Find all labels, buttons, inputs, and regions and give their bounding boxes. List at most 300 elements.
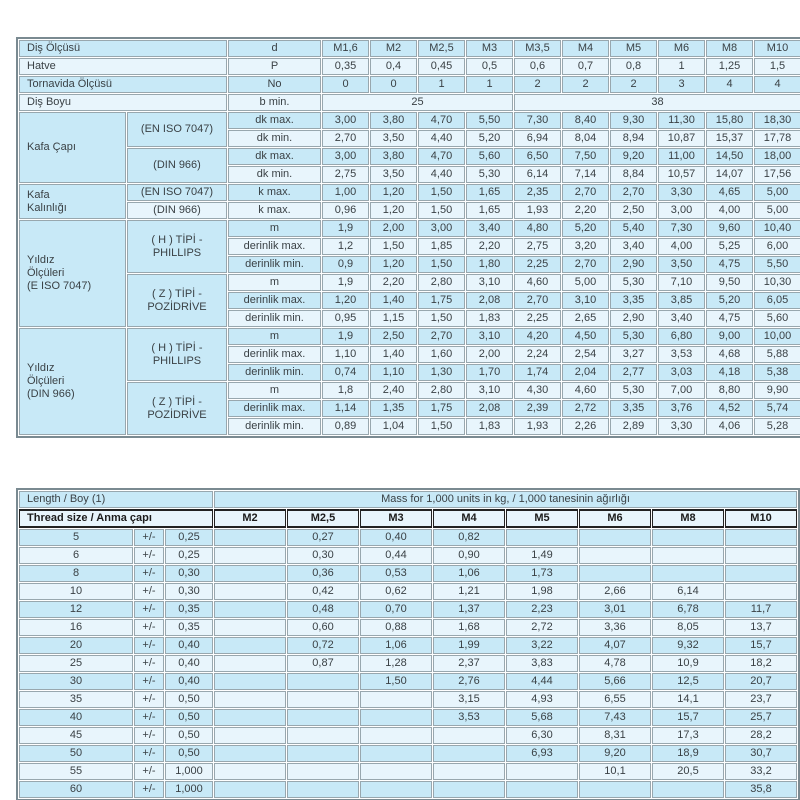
value-cell: 7,00: [658, 382, 705, 399]
mass-value-cell: [360, 781, 432, 798]
column-header: M6: [658, 40, 705, 57]
value-cell: 0: [370, 76, 417, 93]
value-cell: 1,50: [418, 310, 465, 327]
mass-value-cell: 1,50: [360, 673, 432, 690]
mass-value-cell: 0,42: [287, 583, 359, 600]
mass-value-cell: 12,5: [652, 673, 724, 690]
value-cell: 9,00: [706, 328, 753, 345]
table-row: [19, 709, 797, 726]
row-label: Kafa Kalınlığı: [19, 184, 126, 219]
tolerance-cell: 1,000: [165, 781, 213, 798]
mass-value-cell: 0,70: [360, 601, 432, 618]
value-cell: 2,70: [418, 328, 465, 345]
value-cell: 0,89: [322, 418, 369, 435]
mass-value-cell: [725, 547, 797, 564]
tolerance-cell: 0,50: [165, 727, 213, 744]
table-row: [19, 58, 800, 75]
value-cell: 0,5: [466, 58, 513, 75]
mass-value-cell: [214, 691, 286, 708]
plus-minus-cell: +/-: [134, 691, 164, 708]
mass-value-cell: 1,99: [433, 637, 505, 654]
value-cell: 5,30: [466, 166, 513, 183]
mass-value-cell: 3,22: [506, 637, 578, 654]
mass-value-cell: [214, 619, 286, 636]
value-cell: 2: [562, 76, 609, 93]
mass-value-cell: 3,53: [433, 709, 505, 726]
tolerance-cell: 0,40: [165, 673, 213, 690]
mass-value-cell: 25,7: [725, 709, 797, 726]
table-row: [19, 637, 797, 654]
value-cell: 2,70: [562, 184, 609, 201]
size-cell: 45: [19, 727, 133, 744]
mass-value-cell: [287, 727, 359, 744]
column-header: M3,5: [514, 40, 561, 57]
table-row: [19, 655, 797, 672]
mass-value-cell: [214, 547, 286, 564]
mass-value-cell: 6,30: [506, 727, 578, 744]
value-cell: 2,04: [562, 364, 609, 381]
mass-value-cell: 13,7: [725, 619, 797, 636]
mass-value-cell: [287, 709, 359, 726]
value-cell: 4: [706, 76, 753, 93]
value-cell: 0,8: [610, 58, 657, 75]
tolerance-cell: 0,35: [165, 619, 213, 636]
value-cell: 1,85: [418, 238, 465, 255]
value-cell: 3,50: [658, 256, 705, 273]
column-header: M4: [433, 509, 505, 528]
mass-value-cell: 4,44: [506, 673, 578, 690]
value-cell: 0,7: [562, 58, 609, 75]
param-label: derinlik max.: [228, 292, 321, 309]
value-cell: 1,20: [370, 202, 417, 219]
table-row: [19, 148, 800, 165]
mass-value-cell: 35,8: [725, 781, 797, 798]
value-cell: 4,40: [418, 130, 465, 147]
value-cell: 15,37: [706, 130, 753, 147]
plus-minus-cell: +/-: [134, 709, 164, 726]
mass-value-cell: 5,68: [506, 709, 578, 726]
value-cell: 3,10: [562, 292, 609, 309]
mass-value-cell: [287, 673, 359, 690]
value-cell: 3,76: [658, 400, 705, 417]
value-cell: 3,30: [658, 184, 705, 201]
value-cell: 14,07: [706, 166, 753, 183]
param-label: k max.: [228, 202, 321, 219]
mass-value-cell: [652, 547, 724, 564]
value-cell: 1,8: [322, 382, 369, 399]
value-cell: 0,6: [514, 58, 561, 75]
value-cell: 2,89: [610, 418, 657, 435]
mass-value-cell: 0,40: [360, 529, 432, 546]
value-cell: 2,00: [370, 220, 417, 237]
value-cell: 4,68: [706, 346, 753, 363]
column-header: M2,5: [418, 40, 465, 57]
mass-value-cell: 14,1: [652, 691, 724, 708]
size-cell: 8: [19, 565, 133, 582]
mass-value-cell: [360, 709, 432, 726]
plus-minus-cell: +/-: [134, 547, 164, 564]
value-cell: 4,50: [562, 328, 609, 345]
value-cell: 7,30: [658, 220, 705, 237]
table-row: [19, 328, 800, 345]
value-cell: 1,74: [514, 364, 561, 381]
size-cell: 5: [19, 529, 133, 546]
value-cell: 1,2: [322, 238, 369, 255]
value-cell: 7,30: [514, 112, 561, 129]
mass-value-cell: [214, 637, 286, 654]
mass-header: Mass for 1,000 units in kg, / 1,000 tanesinin ağırlığı: [214, 491, 797, 508]
value-cell: 2,70: [562, 256, 609, 273]
mass-table: [16, 488, 800, 800]
table-row: [19, 673, 797, 690]
value-cell: 4,75: [706, 310, 753, 327]
value-cell: 1,50: [418, 418, 465, 435]
mass-value-cell: [652, 565, 724, 582]
value-cell: 4,70: [418, 148, 465, 165]
table-row: [19, 763, 797, 780]
tolerance-cell: 0,30: [165, 583, 213, 600]
thread-size-header-row: [19, 509, 797, 528]
mass-value-cell: [214, 727, 286, 744]
value-cell: 3,40: [610, 238, 657, 255]
value-cell: 2,20: [466, 238, 513, 255]
value-cell: 5,74: [754, 400, 800, 417]
plus-minus-cell: +/-: [134, 601, 164, 618]
tolerance-cell: 0,40: [165, 637, 213, 654]
value-cell: 5,30: [610, 382, 657, 399]
mass-value-cell: 5,66: [579, 673, 651, 690]
value-cell: 8,84: [610, 166, 657, 183]
param-label: dk min.: [228, 130, 321, 147]
value-cell: 1,04: [370, 418, 417, 435]
value-cell: 9,60: [706, 220, 753, 237]
value-cell: 3,30: [658, 418, 705, 435]
value-cell: 2,65: [562, 310, 609, 327]
value-cell: 1: [418, 76, 465, 93]
mass-value-cell: [360, 763, 432, 780]
value-cell: 7,10: [658, 274, 705, 291]
value-cell: 1,10: [322, 346, 369, 363]
value-cell: 1,50: [418, 256, 465, 273]
value-cell: 1,40: [370, 346, 417, 363]
value-cell: 3,20: [562, 238, 609, 255]
value-cell: 3,85: [658, 292, 705, 309]
tolerance-cell: 0,25: [165, 529, 213, 546]
value-cell: 2,75: [514, 238, 561, 255]
value-cell: 2,39: [514, 400, 561, 417]
plus-minus-cell: +/-: [134, 583, 164, 600]
mass-value-cell: 0,62: [360, 583, 432, 600]
value-cell: 4,20: [514, 328, 561, 345]
table-row: [19, 619, 797, 636]
value-cell: 2,50: [370, 328, 417, 345]
value-cell: 4,80: [514, 220, 561, 237]
value-cell: 5,60: [466, 148, 513, 165]
mass-value-cell: 0,90: [433, 547, 505, 564]
value-cell: 1,15: [370, 310, 417, 327]
mass-value-cell: 8,05: [652, 619, 724, 636]
table-row: [19, 76, 800, 93]
column-header: M10: [725, 509, 797, 528]
value-cell: 3,53: [658, 346, 705, 363]
group-label: ( H ) TİPİ - PHILLIPS: [127, 328, 227, 381]
value-cell: 3,00: [322, 148, 369, 165]
param-label: k max.: [228, 184, 321, 201]
value-cell: 9,50: [706, 274, 753, 291]
value-cell: 10,87: [658, 130, 705, 147]
value-cell: 11,30: [658, 112, 705, 129]
param-label: m: [228, 328, 321, 345]
mass-value-cell: 23,7: [725, 691, 797, 708]
value-cell: 5,20: [466, 130, 513, 147]
value-cell: 6,05: [754, 292, 800, 309]
plus-minus-cell: +/-: [134, 655, 164, 672]
mass-value-cell: 15,7: [725, 637, 797, 654]
size-cell: 10: [19, 583, 133, 600]
value-cell: 5,00: [754, 184, 800, 201]
value-cell: 0,9: [322, 256, 369, 273]
value-cell: 5,00: [754, 202, 800, 219]
size-cell: 12: [19, 601, 133, 618]
mass-value-cell: 1,06: [360, 637, 432, 654]
mass-value-cell: 0,60: [287, 619, 359, 636]
table-row: [19, 727, 797, 744]
value-cell: 2,20: [562, 202, 609, 219]
mass-value-cell: 2,76: [433, 673, 505, 690]
value-cell: 1,60: [418, 346, 465, 363]
mass-value-cell: 9,32: [652, 637, 724, 654]
value-cell: 7,14: [562, 166, 609, 183]
value-cell: 2,70: [322, 130, 369, 147]
value-cell: 3,00: [658, 202, 705, 219]
plus-minus-cell: +/-: [134, 529, 164, 546]
mass-value-cell: 4,78: [579, 655, 651, 672]
mass-value-cell: 7,43: [579, 709, 651, 726]
value-cell: 5,30: [610, 328, 657, 345]
mass-value-cell: [506, 529, 578, 546]
value-cell: 2,70: [610, 184, 657, 201]
value-cell: 10,57: [658, 166, 705, 183]
mass-value-cell: 1,73: [506, 565, 578, 582]
value-cell: 1,75: [418, 292, 465, 309]
param-label: b min.: [228, 94, 321, 111]
size-cell: 60: [19, 781, 133, 798]
mass-value-cell: [214, 709, 286, 726]
value-cell: 5,20: [562, 220, 609, 237]
tolerance-cell: 0,50: [165, 745, 213, 762]
mass-value-cell: [652, 529, 724, 546]
column-header: M2,5: [287, 509, 359, 528]
param-label: dk max.: [228, 112, 321, 129]
table-row: [19, 382, 800, 399]
mass-value-cell: [579, 529, 651, 546]
value-cell: 5,60: [754, 310, 800, 327]
table-row: [19, 220, 800, 237]
value-cell: 2,70: [514, 292, 561, 309]
column-header: M6: [579, 509, 651, 528]
size-cell: 55: [19, 763, 133, 780]
value-cell: 5,20: [706, 292, 753, 309]
mass-value-cell: [579, 547, 651, 564]
table-row: [19, 781, 797, 798]
tolerance-cell: 0,50: [165, 709, 213, 726]
value-cell: 2,54: [562, 346, 609, 363]
column-header: M5: [610, 40, 657, 57]
value-cell: 5,38: [754, 364, 800, 381]
mass-value-cell: 0,88: [360, 619, 432, 636]
value-cell: 1,14: [322, 400, 369, 417]
mass-value-cell: [214, 745, 286, 762]
value-cell: 1,50: [418, 202, 465, 219]
value-cell: 4: [754, 76, 800, 93]
mass-value-cell: [360, 727, 432, 744]
table-row: [19, 202, 800, 219]
param-label: dk max.: [228, 148, 321, 165]
value-cell: 1,70: [466, 364, 513, 381]
value-cell: 1,10: [370, 364, 417, 381]
param-label: No: [228, 76, 321, 93]
row-label: Kafa Çapı: [19, 112, 126, 183]
value-cell: 2,35: [514, 184, 561, 201]
mass-value-cell: [214, 655, 286, 672]
column-header: M1,6: [322, 40, 369, 57]
value-cell: 3,40: [466, 220, 513, 237]
mass-value-cell: 0,82: [433, 529, 505, 546]
param-label: derinlik max.: [228, 346, 321, 363]
mass-value-cell: [725, 565, 797, 582]
mass-value-cell: 3,36: [579, 619, 651, 636]
value-cell: 2,77: [610, 364, 657, 381]
value-cell: 2,80: [418, 274, 465, 291]
size-cell: 40: [19, 709, 133, 726]
value-cell: 2,24: [514, 346, 561, 363]
param-label: derinlik min.: [228, 256, 321, 273]
size-cell: 35: [19, 691, 133, 708]
mass-value-cell: [214, 583, 286, 600]
plus-minus-cell: +/-: [134, 619, 164, 636]
mass-value-cell: [652, 781, 724, 798]
mass-value-cell: [579, 565, 651, 582]
value-cell: 3,10: [466, 382, 513, 399]
param-label: derinlik min.: [228, 364, 321, 381]
value-cell: 3,03: [658, 364, 705, 381]
mass-value-cell: 6,14: [652, 583, 724, 600]
group-label: ( Z ) TİPİ - POZİDRİVE: [127, 274, 227, 327]
mass-value-cell: 2,72: [506, 619, 578, 636]
value-cell: 5,30: [610, 274, 657, 291]
value-cell: 1,83: [466, 310, 513, 327]
value-cell: 2,08: [466, 400, 513, 417]
value-cell: 7,50: [562, 148, 609, 165]
value-cell: 9,30: [610, 112, 657, 129]
mass-value-cell: 10,9: [652, 655, 724, 672]
value-cell: 9,90: [754, 382, 800, 399]
column-header: M2: [370, 40, 417, 57]
value-cell: 1,83: [466, 418, 513, 435]
length-header: Length / Boy (1): [19, 491, 213, 508]
mass-value-cell: 30,7: [725, 745, 797, 762]
tolerance-cell: 0,35: [165, 601, 213, 618]
mass-value-cell: [214, 781, 286, 798]
group-label: (DIN 966): [127, 202, 227, 219]
value-cell: 1: [466, 76, 513, 93]
value-cell: 2,25: [514, 310, 561, 327]
value-cell: 14,50: [706, 148, 753, 165]
size-cell: 16: [19, 619, 133, 636]
mass-value-cell: [506, 763, 578, 780]
value-cell: 1,30: [418, 364, 465, 381]
mass-value-cell: 11,7: [725, 601, 797, 618]
thread-size-header: Thread size / Anma çapı: [19, 509, 213, 528]
mass-value-cell: 4,93: [506, 691, 578, 708]
value-cell: 3,50: [370, 130, 417, 147]
value-cell: 3,80: [370, 148, 417, 165]
value-cell: 2,08: [466, 292, 513, 309]
column-header: M8: [652, 509, 724, 528]
mass-value-cell: 3,83: [506, 655, 578, 672]
plus-minus-cell: +/-: [134, 763, 164, 780]
row-label: Diş Ölçüsü: [19, 40, 227, 57]
value-cell: 1,9: [322, 220, 369, 237]
value-cell: 3: [658, 76, 705, 93]
value-cell: 3,50: [370, 166, 417, 183]
value-cell: 2,80: [418, 382, 465, 399]
value-cell: 2,75: [322, 166, 369, 183]
value-cell: 2,25: [514, 256, 561, 273]
param-label: d: [228, 40, 321, 57]
value-cell: 6,80: [658, 328, 705, 345]
value-cell: 2: [514, 76, 561, 93]
value-cell: 2,40: [370, 382, 417, 399]
value-cell: 3,40: [658, 310, 705, 327]
param-label: derinlik max.: [228, 400, 321, 417]
table-row: [19, 529, 797, 546]
value-cell: 0,95: [322, 310, 369, 327]
table-row: [19, 583, 797, 600]
mass-value-cell: 3,01: [579, 601, 651, 618]
mass-value-cell: 0,87: [287, 655, 359, 672]
column-header: M4: [562, 40, 609, 57]
value-cell: 10,40: [754, 220, 800, 237]
plus-minus-cell: +/-: [134, 637, 164, 654]
table-row: [19, 565, 797, 582]
column-header: M10: [754, 40, 800, 57]
param-label: derinlik max.: [228, 238, 321, 255]
value-cell: 4,30: [514, 382, 561, 399]
value-cell: 1,93: [514, 418, 561, 435]
value-cell: 4,70: [418, 112, 465, 129]
mass-value-cell: 0,48: [287, 601, 359, 618]
value-cell: 1,9: [322, 274, 369, 291]
tolerance-cell: 1,000: [165, 763, 213, 780]
screw-dimensions-table: [16, 37, 800, 438]
value-cell: 0,96: [322, 202, 369, 219]
value-cell: 3,00: [418, 220, 465, 237]
value-cell: 8,80: [706, 382, 753, 399]
group-label: ( H ) TİPİ - PHILLIPS: [127, 220, 227, 273]
size-cell: 25: [19, 655, 133, 672]
plus-minus-cell: +/-: [134, 745, 164, 762]
group-label: (DIN 966): [127, 148, 227, 183]
param-label: derinlik min.: [228, 418, 321, 435]
mass-value-cell: [360, 691, 432, 708]
value-cell: 0,35: [322, 58, 369, 75]
mass-value-cell: [214, 529, 286, 546]
value-cell: 6,94: [514, 130, 561, 147]
value-cell: 4,06: [706, 418, 753, 435]
param-label: P: [228, 58, 321, 75]
value-cell: 8,04: [562, 130, 609, 147]
